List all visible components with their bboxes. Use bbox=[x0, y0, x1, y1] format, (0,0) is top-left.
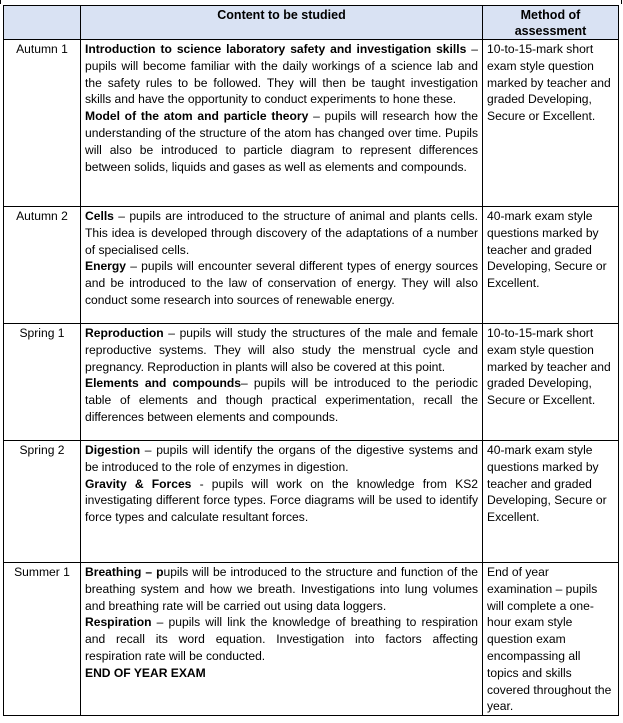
topic-paragraph bbox=[85, 476, 478, 526]
topic-text: – pupils will identify the organs of the digestive systems and be introduced to the role of enzymes in digestion. bbox=[85, 443, 478, 474]
topic-text: upils will be introduced to the structure and function of the breathing system and how we breath. Investigations into lung volumes and breathing rate will be carried out using data loggers. bbox=[85, 565, 478, 613]
topic-paragraph bbox=[85, 108, 478, 175]
page-top-border bbox=[0, 0, 623, 2]
content-cell bbox=[81, 324, 483, 441]
topic-paragraph bbox=[85, 375, 478, 425]
topic-title: Elements and compounds bbox=[85, 376, 241, 391]
content-cell bbox=[81, 441, 483, 563]
topic-text: – pupils will study the structures of the male and female reproductive systems. They will also study the menstrual cycle and pregnancy. Reproduction in plants will also be covered at this point. bbox=[85, 326, 478, 374]
content-cell bbox=[81, 207, 483, 324]
method-cell: 40-mark exam style questions marked by teacher and graded Developing, Secure or Excellent. bbox=[483, 441, 619, 563]
topic-title: Reproduction bbox=[85, 326, 164, 340]
method-cell: 40-mark exam style questions marked by teacher and graded Developing, Secure or Excellent. bbox=[483, 207, 619, 324]
header-row bbox=[4, 6, 619, 40]
curriculum-table bbox=[3, 5, 619, 716]
term-cell: Autumn 2 bbox=[4, 207, 81, 324]
header-method: Method of assessment bbox=[483, 6, 619, 40]
term-cell: Summer 1 bbox=[4, 563, 81, 716]
content-cell bbox=[81, 40, 483, 207]
topic-text: – pupils will encounter several different types of energy sources and be introduced to the law of conservation of energy. They will also conduct some research into sources of renewable energy. bbox=[85, 259, 478, 307]
table-row bbox=[4, 441, 619, 563]
topic-paragraph bbox=[85, 442, 478, 476]
topic-paragraph bbox=[85, 325, 478, 375]
topic-paragraph bbox=[85, 258, 478, 308]
topic-title: Respiration bbox=[85, 615, 152, 630]
topic-text: - pupils will work on the knowledge from KS2 investigating different force types. Force diagrams will be used to identify force types and calculate resultant forces. bbox=[85, 476, 478, 525]
table-row bbox=[4, 563, 619, 716]
topic-paragraph bbox=[85, 41, 478, 108]
topic-paragraph bbox=[85, 665, 478, 682]
topic-title: Cells bbox=[85, 209, 114, 223]
topic-title: END OF YEAR EXAM bbox=[85, 665, 206, 680]
topic-title: Digestion bbox=[85, 443, 141, 457]
topic-title: Gravity & Forces bbox=[85, 476, 192, 491]
method-cell: End of year examination – pupils will complete a one-hour exam style question exam encompassing all topics and skills covered throughout the year. bbox=[483, 563, 619, 716]
topic-text: – pupils will research how the understanding of the structure of the atom has changed over time. Pupils will also be introduced to particle diagram to represent differences between solids, liquids and gases as well as elements and compounds. bbox=[85, 109, 478, 174]
content-cell bbox=[81, 563, 483, 716]
topic-paragraph bbox=[85, 208, 478, 258]
topic-paragraph bbox=[85, 614, 478, 664]
topic-title: Model of the atom and particle theory bbox=[85, 109, 309, 124]
topic-title: Introduction to science laboratory safety and investigation skills bbox=[85, 42, 467, 56]
topic-text: – pupils will link the knowledge of breathing to respiration and recall its word equation. Investigation into factors affecting respiration rate will be conducted. bbox=[85, 615, 478, 663]
term-cell: Spring 2 bbox=[4, 441, 81, 563]
topic-title: Breathing – p bbox=[85, 565, 164, 579]
topic-paragraph bbox=[85, 564, 478, 614]
method-cell: 10-to-15-mark short exam style question marked by teacher and graded Developing, Secure or Excellent. bbox=[483, 324, 619, 441]
topic-text: – pupils will become familiar with the daily workings of a science lab and the safety rules to be followed. They will then be taught investigation skills and have the opportunity to conduct experiments to hone these. bbox=[85, 42, 478, 107]
topic-title: Energy bbox=[85, 259, 126, 274]
table-row bbox=[4, 207, 619, 324]
header-term bbox=[4, 6, 81, 40]
term-cell: Spring 1 bbox=[4, 324, 81, 441]
table-row bbox=[4, 40, 619, 207]
topic-text: – pupils will be introduced to the periodic table of elements and though practical experimentation, recall the differences between elements and compounds. bbox=[85, 376, 478, 424]
term-cell: Autumn 1 bbox=[4, 40, 81, 207]
topic-text: – pupils are introduced to the structure of animal and plants cells. This idea is developed through discovery of the adaptations of a number of specialised cells. bbox=[85, 209, 478, 257]
method-cell: 10-to-15-mark short exam style question marked by teacher and graded Developing, Secure or Excellent. bbox=[483, 40, 619, 207]
table-row bbox=[4, 324, 619, 441]
header-content: Content to be studied bbox=[81, 6, 483, 40]
